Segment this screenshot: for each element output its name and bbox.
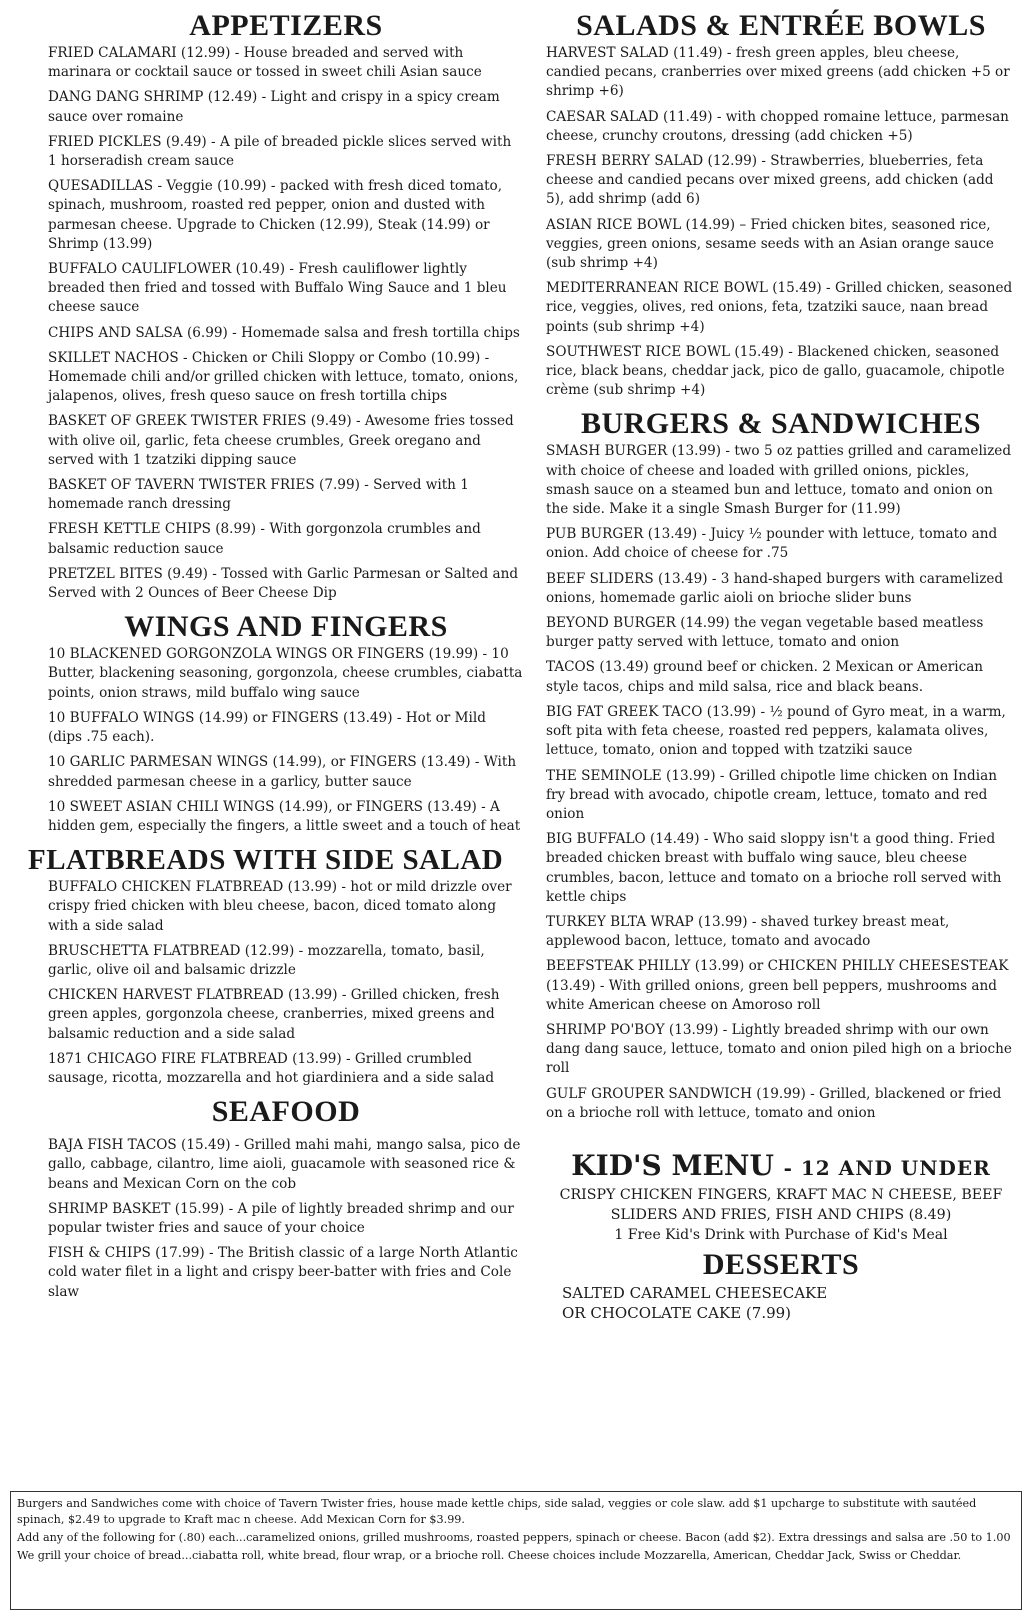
item-desc: (10.49) - Fresh cauliflower lightly breaded then fried and tossed with Buffalo Wing Sauce and 1 bleu cheese sauce bbox=[48, 261, 507, 316]
item-name: SHRIMP PO'BOY bbox=[546, 1021, 665, 1038]
menu-item bbox=[546, 44, 1016, 102]
item-desc: (13.99) or CHICKEN PHILLY CHEESESTEAK (13.49) - With grilled onions, green bell peppers, mushrooms and white American cheese on Amoroso roll bbox=[546, 958, 1009, 1013]
seafood-list bbox=[48, 1136, 524, 1302]
item-name: BIG FAT GREEK TACO bbox=[546, 703, 703, 720]
menu-item bbox=[546, 525, 1016, 563]
item-desc: (14.99) – Fried chicken bites, seasoned rice, veggies, green onions, sesame seeds with an Asian orange sauce (sub shrimp +4) bbox=[546, 216, 994, 272]
item-desc: (12.99) - House breaded and served with marinara or cocktail sauce or tossed in sweet chili Asian sauce bbox=[48, 45, 482, 81]
menu-item bbox=[546, 614, 1016, 652]
item-desc: - Veggie (10.99) - packed with fresh diced tomato, spinach, mushroom, roasted red pepper, onion and dusted with parmesan cheese. Upgrade to Chicken (12.99), Steak (14.99) or Shrimp (13.99) bbox=[48, 178, 503, 252]
item-desc: (13.99) - Grilled chipotle lime chicken on Indian fry bread with avocado, chipotle cream, lettuce, tomato and red onion bbox=[546, 767, 997, 822]
menu-item bbox=[48, 1244, 524, 1302]
item-desc: (7.99) - Served with 1 homemade ranch dressing bbox=[48, 477, 469, 513]
flatbreads-list bbox=[48, 878, 524, 1088]
item-name: 10 SWEET ASIAN CHILI WINGS bbox=[48, 798, 275, 815]
item-desc: (14.99), or FINGERS (13.49) - A hidden gem, especially the fingers, a little sweet and a touch of heat bbox=[48, 798, 521, 834]
item-desc: (11.49) - with chopped romaine lettuce, parmesan cheese, crunchy croutons, dressing (add chicken +5) bbox=[546, 108, 1009, 144]
item-desc: (6.99) - Homemade salsa and fresh tortilla chips bbox=[186, 324, 520, 341]
menu-item bbox=[48, 1050, 524, 1088]
menu-item bbox=[546, 1085, 1016, 1123]
menu-item bbox=[546, 216, 1016, 274]
menu-item bbox=[546, 442, 1016, 519]
item-name: BAJA FISH TACOS bbox=[48, 1137, 177, 1154]
menu-item bbox=[48, 709, 524, 747]
item-desc: (14.99) or FINGERS (13.49) - Hot or Mild (dips .75 each). bbox=[48, 709, 486, 746]
item-desc: (9.49) - Tossed with Garlic Parmesan or Salted and Served with 2 Ounces of Beer Cheese Dip bbox=[48, 565, 519, 602]
kids-items: CRISPY CHICKEN FINGERS, KRAFT MAC N CHEESE, BEEF SLIDERS AND FRIES, FISH AND CHIPS (8.49) bbox=[559, 1186, 1003, 1223]
section-title-desserts: DESSERTS bbox=[702, 1247, 860, 1281]
item-name: 10 BLACKENED GORGONZOLA WINGS OR FINGERS bbox=[48, 646, 425, 663]
item-name: DANG DANG SHRIMP bbox=[48, 89, 204, 106]
menu-item bbox=[48, 645, 524, 703]
footer-note-sides: Burgers and Sandwiches come with choice of Tavern Twister fries, house made kettle chips, side salad, veggies or cole slaw. add $1 upcharge to substitute with sautéed spinach, $2.49 to upgrade to Kraft mac n cheese. Add Mexican Corn for $3.99. bbox=[17, 1497, 977, 1526]
item-name: BRUSCHETTA FLATBREAD bbox=[48, 942, 241, 959]
salads-list bbox=[546, 44, 1016, 400]
item-name: CHIPS AND SALSA bbox=[48, 324, 183, 341]
item-desc: (15.49) - Grilled mahi mahi, mango salsa, pico de gallo, cabbage, cilantro, lime aioli, guacamole with seasoned rice & beans and Mexican Corn on the cob bbox=[48, 1137, 521, 1192]
item-desc: (14.99), or FINGERS (13.49) - With shredded parmesan cheese in a garlicy, butter sauce bbox=[48, 754, 517, 790]
menu-item bbox=[48, 133, 524, 171]
item-desc: (13.99) - ½ pound of Gyro meat, in a warm, soft pita with feta cheese, roasted red peppers, kalamata olives, lettuce, tomato, onion and topped with tzatziki sauce bbox=[546, 703, 1006, 759]
item-desc: (12.49) - Light and crispy in a spicy cream sauce over romaine bbox=[48, 89, 500, 125]
item-desc: (13.99) - Grilled crumbled sausage, ricotta, mozzarella and hot giardiniera and a side salad bbox=[48, 1050, 495, 1086]
item-desc: (13.99) - two 5 oz patties grilled and caramelized with choice of cheese and loaded with grilled onions, pickles, smash sauce on a steamed bun and lettuce, tomato and onion on the side. Make it a single Smash Burger for (11.99) bbox=[546, 443, 1012, 518]
section-title-burgers: BURGERS & SANDWICHES bbox=[580, 407, 982, 441]
menu-item bbox=[48, 753, 524, 791]
item-name: THE SEMINOLE bbox=[546, 767, 662, 784]
item-desc: (19.99) - 10 Butter, blackening seasoning, gorgonzola, cheese crumbles, ciabatta points, onion straws, mild buffalo wing sauce bbox=[48, 646, 523, 701]
item-desc: (8.99) - With gorgonzola crumbles and balsamic reduction sauce bbox=[48, 521, 481, 557]
menu-item bbox=[546, 767, 1016, 825]
item-name: HARVEST SALAD bbox=[546, 45, 669, 61]
item-name: BIG BUFFALO bbox=[546, 831, 646, 848]
item-name: BASKET OF GREEK TWISTER FRIES bbox=[48, 413, 307, 430]
item-name: SHRIMP BASKET bbox=[48, 1200, 171, 1217]
item-desc: (13.99) - Grilled chicken, fresh green apples, gorgonzola cheese, cranberries, mixed greens and balsamic reduction and a side salad bbox=[48, 987, 500, 1042]
item-name: QUESADILLAS bbox=[48, 178, 154, 195]
item-desc: (15.49) - Grilled chicken, seasoned rice, veggies, olives, red onions, feta, tzatziki sauce, naan bread points (sub shrimp +4) bbox=[546, 280, 1013, 335]
item-name: BEEF SLIDERS bbox=[546, 570, 654, 587]
item-desc: - Chicken or Chili Sloppy or Combo (10.99) - Homemade chili and/or grilled chicken with lettuce, tomato, onions, jalapenos, olives, fresh queso sauce on fresh tortilla chips bbox=[48, 349, 519, 405]
menu-item bbox=[48, 565, 524, 603]
item-desc: (9.49) - Awesome fries tossed with olive oil, garlic, feta cheese crumbles, Greek oregano and served with 1 tzatziki dipping sauce bbox=[48, 413, 514, 468]
menu-item bbox=[48, 260, 524, 318]
menu-item bbox=[48, 349, 524, 407]
kids-title: KID'S MENU bbox=[571, 1148, 774, 1182]
item-name: 1871 CHICAGO FIRE FLATBREAD bbox=[48, 1050, 288, 1067]
item-name: SOUTHWEST RICE BOWL bbox=[546, 343, 731, 360]
item-name: 10 GARLIC PARMESAN WINGS bbox=[48, 754, 269, 771]
menu-item bbox=[48, 44, 524, 82]
item-name: MEDITERRANEAN RICE BOWL bbox=[546, 280, 768, 297]
kids-menu-title bbox=[546, 1149, 1016, 1185]
item-name: FISH & CHIPS bbox=[48, 1245, 151, 1262]
menu-item bbox=[48, 520, 524, 558]
dessert-line-2: OR CHOCOLATE CAKE (7.99) bbox=[562, 1303, 792, 1322]
item-name: TURKEY BLTA WRAP bbox=[546, 913, 694, 930]
item-desc: (13.49) - Juicy ½ pounder with lettuce, tomato and onion. Add choice of cheese for .75 bbox=[546, 526, 998, 562]
item-desc: (13.49) ground beef or chicken. 2 Mexican or American style tacos, chips and mild salsa, rice and black beans. bbox=[546, 659, 984, 695]
menu-item bbox=[48, 476, 524, 514]
section-title-salads: SALADS & ENTRÉE BOWLS bbox=[576, 9, 986, 42]
menu-item bbox=[48, 1200, 524, 1238]
item-desc: (13.99) - shaved turkey breast meat, applewood bacon, lettuce, tomato and avocado bbox=[546, 913, 950, 950]
item-desc: (12.99) - Strawberries, blueberries, feta cheese and candied pecans over mixed greens, add chicken (add 5), add shrimp (add 6) bbox=[546, 153, 994, 208]
menu-item bbox=[546, 957, 1016, 1015]
item-name: FRIED PICKLES bbox=[48, 133, 162, 150]
item-name: TACOS bbox=[546, 659, 595, 676]
left-column bbox=[28, 8, 524, 1308]
menu-item bbox=[48, 986, 524, 1044]
kids-subtitle: - 12 AND UNDER bbox=[783, 1155, 991, 1180]
menu-item bbox=[48, 177, 524, 254]
item-name: CHICKEN HARVEST FLATBREAD bbox=[48, 987, 284, 1004]
item-name: FRESH BERRY SALAD bbox=[546, 153, 704, 170]
item-name: SMASH BURGER bbox=[546, 443, 668, 460]
item-name: 10 BUFFALO WINGS bbox=[48, 709, 195, 726]
item-name: CAESAR SALAD bbox=[546, 108, 659, 125]
menu-item bbox=[48, 412, 524, 470]
menu-item bbox=[546, 1021, 1016, 1079]
section-title-appetizers: APPETIZERS bbox=[189, 9, 383, 42]
right-column bbox=[546, 8, 1016, 1323]
item-desc: (15.99) - A pile of lightly breaded shrimp and our popular twister fries and sauce of your choice bbox=[48, 1200, 514, 1236]
footer-note-bread: We grill your choice of bread...ciabatta roll, white bread, flour wrap, or a brioche roll. Cheese choices include Mozzarella, American, Cheddar Jack, Swiss or Cheddar. bbox=[17, 1549, 962, 1562]
menu-item bbox=[48, 1136, 524, 1194]
item-desc: (9.49) - A pile of breaded pickle slices served with 1 horseradish cream sauce bbox=[48, 133, 512, 170]
menu-item bbox=[546, 108, 1016, 146]
item-desc: (15.49) - Blackened chicken, seasoned rice, black beans, cheddar jack, pico de gallo, guacamole, chipotle crème (sub shrimp +4) bbox=[546, 343, 1005, 399]
menu-item bbox=[546, 703, 1016, 761]
section-title-seafood: SEAFOOD bbox=[211, 1095, 361, 1129]
menu-item bbox=[546, 830, 1016, 907]
item-desc: (13.99) - Lightly breaded shrimp with our own dang dang sauce, lettuce, tomato and onion piled high on a brioche roll bbox=[546, 1021, 1012, 1077]
menu-item bbox=[48, 324, 524, 343]
item-name: FRESH KETTLE CHIPS bbox=[48, 521, 211, 538]
section-title-wings: WINGS AND FINGERS bbox=[124, 610, 448, 644]
wings-list bbox=[48, 645, 524, 836]
item-name: BUFFALO CAULIFLOWER bbox=[48, 261, 232, 278]
item-name: FRIED CALAMARI bbox=[48, 45, 177, 61]
item-desc: (19.99) - Grilled, blackened or fried on a brioche roll with lettuce, tomato and onion bbox=[546, 1085, 1002, 1121]
menu-item bbox=[546, 152, 1016, 210]
dessert-line-1: SALTED CARAMEL CHEESECAKE bbox=[562, 1283, 828, 1302]
item-desc: (11.49) - fresh green apples, bleu cheese, candied pecans, cranberries over mixed greens (add chicken +5 or shrimp +6) bbox=[546, 45, 1010, 100]
item-desc: (14.49) - Who said sloppy isn't a good thing. Fried breaded chicken breast with buffalo wing sauce, bleu cheese crumbles, bacon, lettuce and tomato on a brioche roll served with kettle chips bbox=[546, 831, 1002, 905]
kids-note: 1 Free Kid's Drink with Purchase of Kid's Meal bbox=[614, 1226, 948, 1243]
appetizers-list bbox=[48, 44, 524, 603]
menu-item bbox=[546, 570, 1016, 608]
item-desc: (13.49) - 3 hand-shaped burgers with caramelized onions, homemade garlic aioli on brioche slider buns bbox=[546, 570, 1004, 606]
footer-notes bbox=[10, 1491, 1022, 1610]
item-name: PUB BURGER bbox=[546, 526, 644, 543]
footer-note-addons: Add any of the following for (.80) each...caramelized onions, grilled mushrooms, roasted peppers, spinach or cheese. Bacon (add $2). Extra dressings and salsa are .50 to 1.00 bbox=[17, 1531, 1011, 1544]
menu-item bbox=[546, 343, 1016, 401]
section-title-flatbreads: FLATBREADS WITH SIDE SALAD bbox=[28, 844, 504, 877]
menu-item bbox=[48, 88, 524, 126]
item-name: SKILLET NACHOS bbox=[48, 349, 179, 366]
menu-item bbox=[48, 942, 524, 980]
item-desc: (13.99) - hot or mild drizzle over crispy fried chicken with bleu cheese, bacon, diced tomato along with a side salad bbox=[48, 879, 512, 934]
item-desc: (12.99) - mozzarella, tomato, basil, garlic, olive oil and balsamic drizzle bbox=[48, 942, 485, 978]
burgers-list bbox=[546, 442, 1016, 1123]
item-name: BASKET OF TAVERN TWISTER FRIES bbox=[48, 477, 315, 494]
menu-item bbox=[48, 878, 524, 936]
menu-item bbox=[546, 279, 1016, 337]
item-name: BEYOND BURGER bbox=[546, 615, 676, 632]
item-name: BEEFSTEAK PHILLY bbox=[546, 958, 691, 975]
menu-item bbox=[546, 658, 1016, 696]
item-name: ASIAN RICE BOWL bbox=[546, 216, 682, 233]
item-desc: (14.99) the vegan vegetable based meatless burger patty served with lettuce, tomato and onion bbox=[546, 615, 984, 651]
menu-item bbox=[48, 798, 524, 836]
item-desc: (17.99) - The British classic of a large North Atlantic cold water filet in a light and crispy beer-batter with fries and Cole slaw bbox=[48, 1245, 518, 1300]
item-name: BUFFALO CHICKEN FLATBREAD bbox=[48, 879, 284, 896]
item-name: GULF GROUPER SANDWICH bbox=[546, 1085, 752, 1102]
item-name: PRETZEL BITES bbox=[48, 565, 163, 582]
menu-item bbox=[546, 913, 1016, 951]
